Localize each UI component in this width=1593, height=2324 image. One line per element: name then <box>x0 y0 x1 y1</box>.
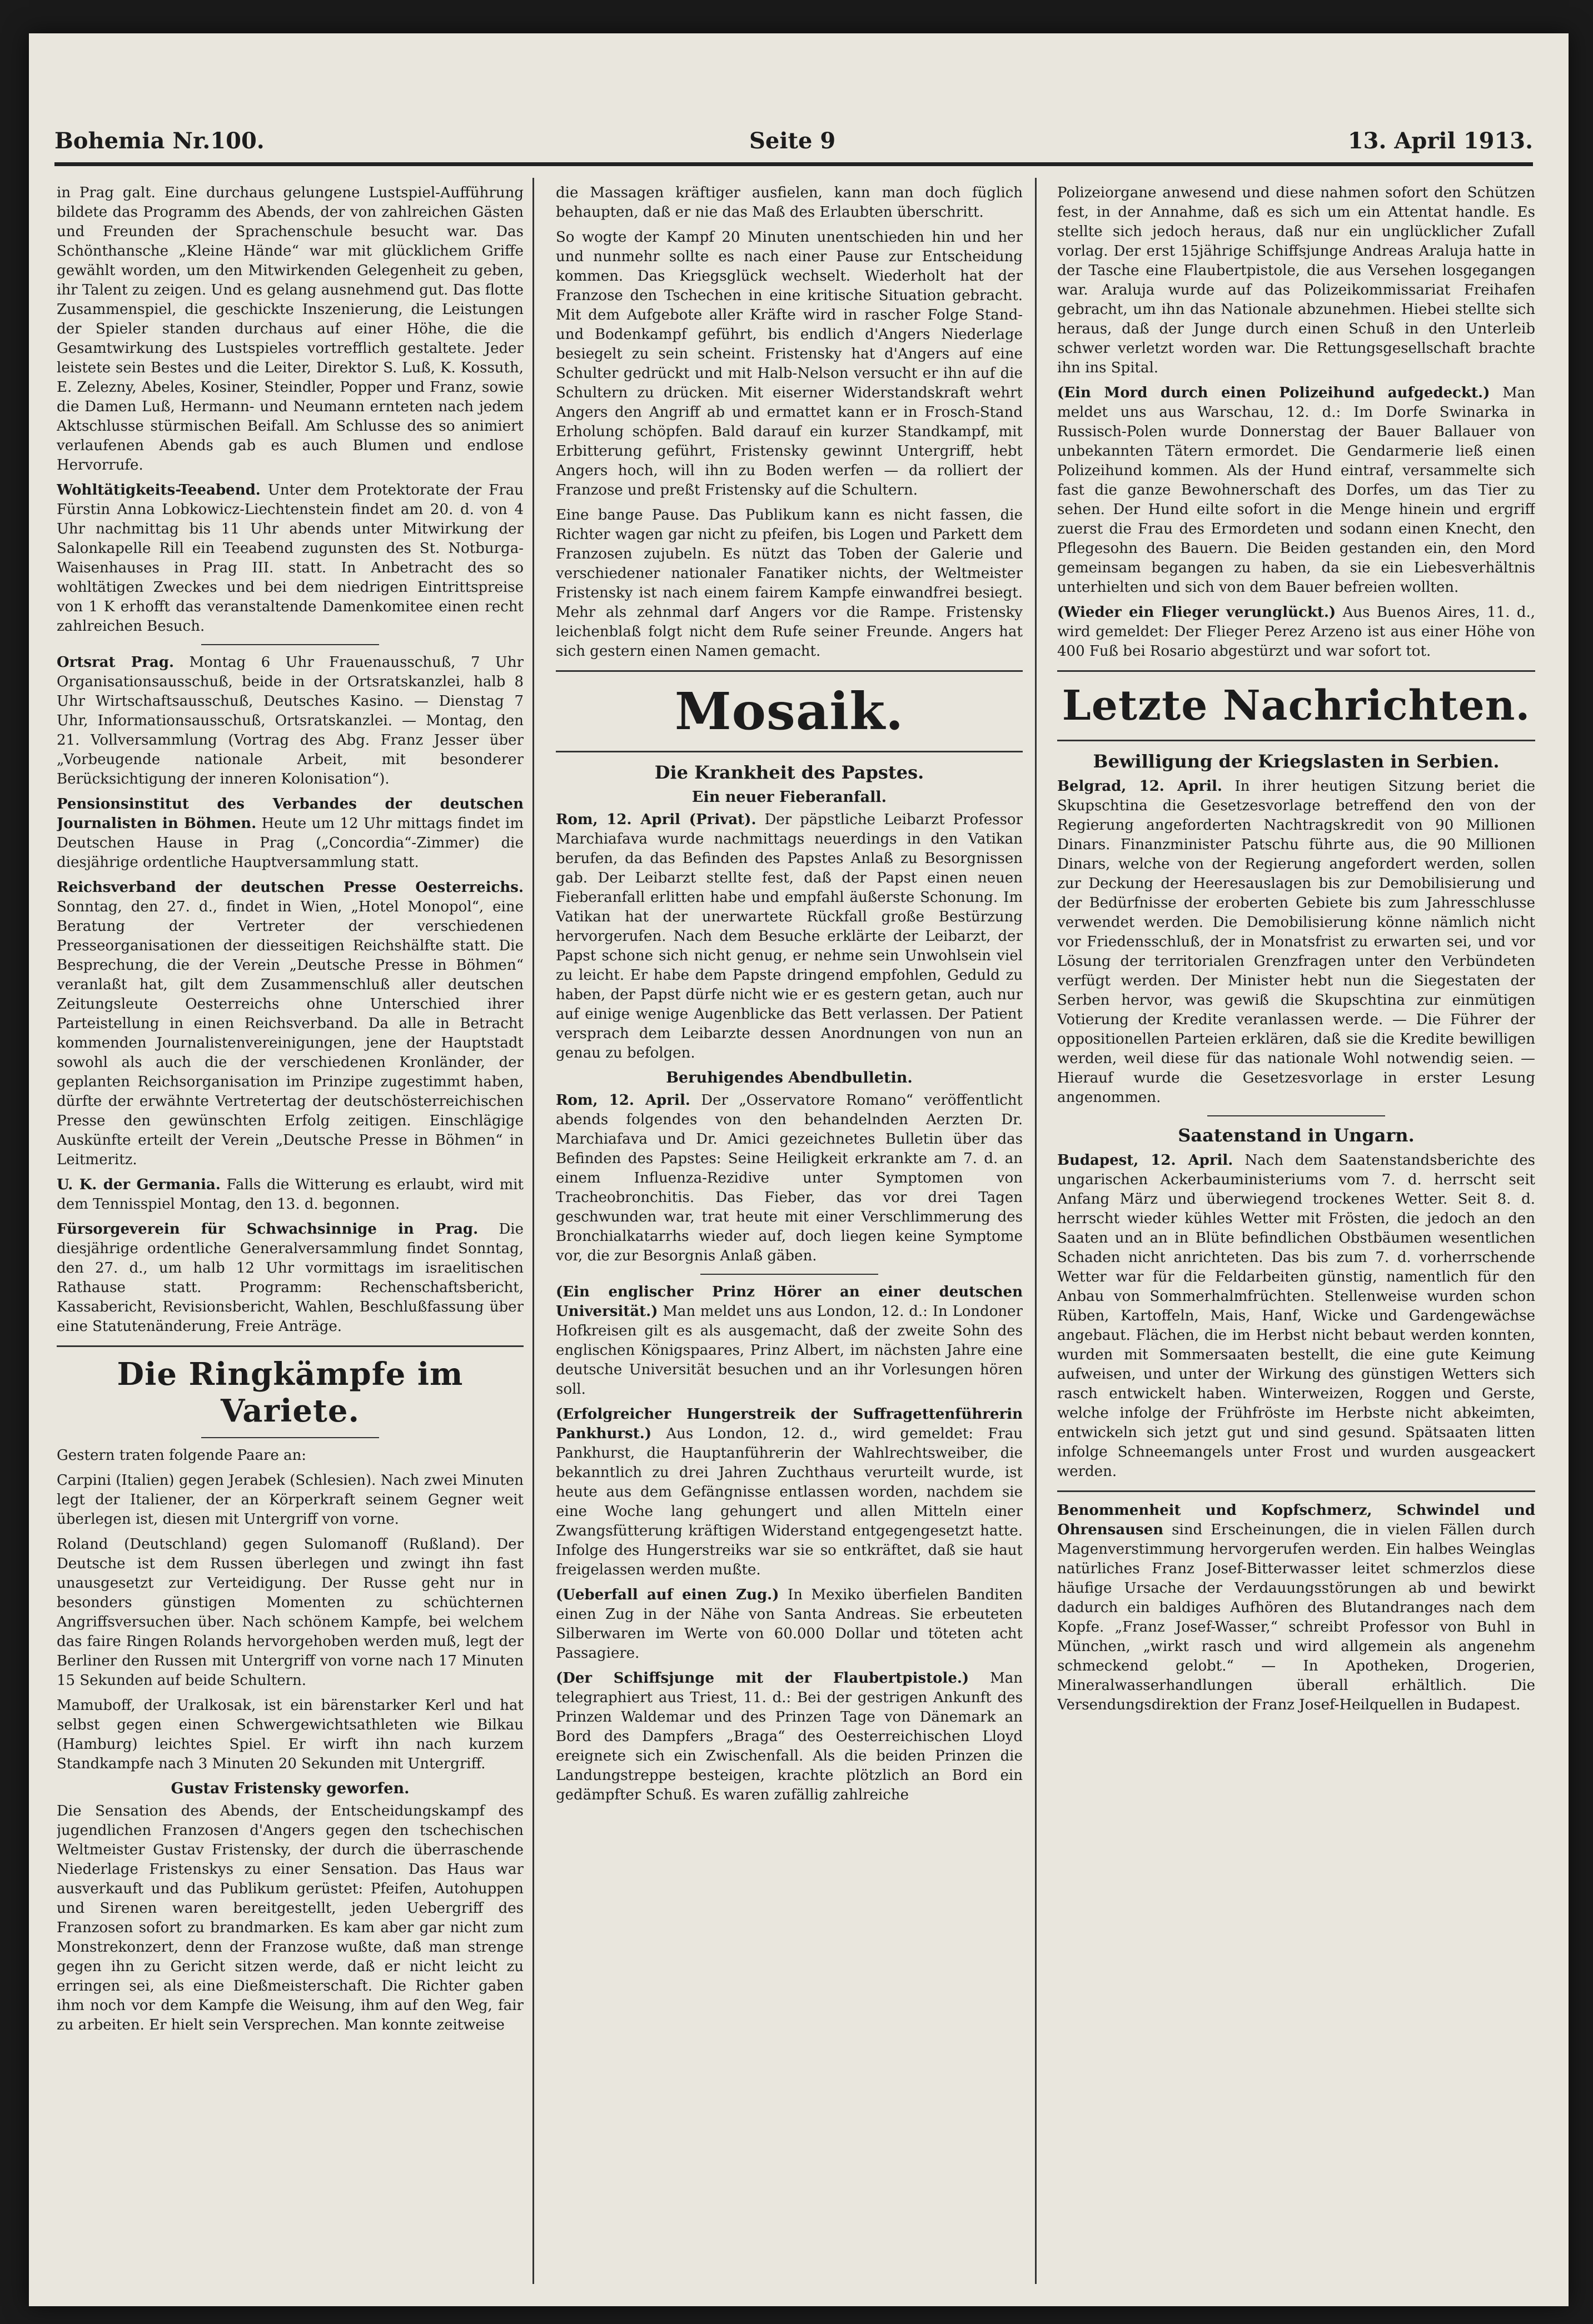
notice <box>57 795 524 872</box>
news-text: Man meldet uns aus Warschau, 12. d.: Im Dorfe Swinarka in Russisch-Polen wurde Donnerstag der Bauer Ballauer von unbekannten Tätern ermordet. Die Gendarmerie ließ einen Polizeihund kommen. Als der Hund eintraf, versammelte sich fast die ganze Bewohnerschaft des Dorfes, um das Tier zu sehen. Der Hund eilte sofort in die Menge hinein und ergriff zuerst die Frau des Ermordeten und sodann einen Knecht, den Pflegesohn des Bauern. Die Beiden gestanden ein, den Mord gemeinsam begangen zu haben, da sie ein Liebesverhältnis unterhielten und sich von dem Bauer befreien wollten. <box>1057 385 1535 596</box>
dateline: Belgrad, 12. April. <box>1057 778 1222 795</box>
subheading: Ein neuer Fieberanfall. <box>691 789 887 806</box>
notice <box>57 653 524 789</box>
news-item <box>1057 1151 1535 1482</box>
article-paragraph: Die Sensation des Abends, der Entscheidungskampf des jugendlichen Franzosen d'Angers gegen den tschechischen Weltmeister Gustav Fristensky, der durch die überraschende Niederlage Fristenskys zu einer Sensation. Das Haus war ausverkauft und das Publikum gerüstet: Pfeifen, Autohuppen und Sirenen waren bereitgestellt, jeden Uebergriff des Franzosen sofort zu brandmarken. Es kam aber gar nicht zum Monstrekonzert, denn der Franzose wußte, daß man strenge gegen ihn zu Gericht sitzen werde, daß er nicht leicht zu erringen sei, als eine Dießmeisterschaft. Die Richter gaben ihm noch vor dem Kampfe die Weisung, ihm auf den Weg, fair zu arbeiten. Er hielt sein Versprechen. Man konnte zeitweise <box>57 1803 524 2033</box>
article-paragraph: Eine bange Pause. Das Publikum kann es nicht fassen, die Richter wagen gar nicht zu pfeifen, bis Logen und Parkett dem Franzosen zujubeln. Es nützt das Toben der Galerie und verschiedener nationaler Fanatiker nichts, der Weltmeister Fristensky ist nach einem fairem Kampfe einwandfrei besiegt. Mehr als zehnmal darf Angers vor die Rampe. Fristensky leichenblaß folgt nicht dem Rufe seiner Freunde. Angers hat sich gestern einen Namen gemacht. <box>556 507 1023 660</box>
news-item <box>556 1405 1023 1580</box>
notice-lead: Pensionsinstitut des Verbandes der deutschen Journalisten in Böhmen. <box>57 796 524 832</box>
news-item <box>556 810 1023 1063</box>
item-title: (Der Schiffsjunge mit der Flaubertpistole.) <box>556 1670 969 1687</box>
notice <box>57 1175 524 1214</box>
notice-lead: Fürsorgeverein für Schwachsinnige in Prag. <box>57 1221 479 1238</box>
subheading: Gustav Fristensky geworfen. <box>171 1780 410 1797</box>
notice-text: Sonntag, den 27. d., findet in Wien, „Hotel Monopol“, eine Beratung der Vertreter der verschiedenen Presseorganisationen der diesseitigen Reichshälfte statt. Die Besprechung, die der Verein „Deutsche Presse in Böhmen“ veranlaßt hat, gilt dem Zusammenschluß aller deutschen Zeitungsleute Oesterreichs ohne Unterschied ihrer Parteistellung in einen Reichsverband. Da alle in Betracht kommenden Journalistenvereinigungen, jene der Hauptstadt sowohl als auch die der verschiedenen Kronländer, der geplanten Reichsorganisation im Prinzipe zugestimmt haben, dürfte der erwähnte Vertretertag der deutschösterreichischen Presse den gewünschten Erfolg zeitigen. Einschlägige Auskünfte erteilt der Verein „Deutsche Presse in Böhmen“ in Leitmeritz. <box>57 899 524 1168</box>
section-headline: Die Ringkämpfe im Variete. <box>117 1356 464 1429</box>
notice-lead: Wohltätigkeits-Teeabend. <box>57 482 261 498</box>
news-text: In ihrer heutigen Sitzung beriet die Skupschtina die Gesetzesvorlage betreffend den von der Regierung angeforderten Nachtragskredit von 90 Millionen Dinars. Finanzminister Patschu führte aus, die 90 Millionen Dinars, welche von der Regierung angefordert werden, sollen zur Deckung der Heeresauslagen bis zur Demobilisierung und der Bedürfnisse der eroberten Gebiete bis zum Jahresschlusse verwendet werden. Die Demobilisierung könne nämlich nicht vor Friedensschluß, der in Monatsfrist zu erwarten sei, und vor Lösung der territorialen Grenzfragen unter den Verbündeten verfügt werden. Der Minister hebt nun die Siegestaten der Serben hervor, was gewiß die Skupschtina zur einmütigen Votierung der Kredite veranlassen werde. — Die Führer der oppositionellen Parteien erklären, daß sie die Kredite bewilligen werden, weil diese für das nationale Wohl notwendig seien. — Hierauf wurde die Gesetzesvorlage in erster Lesung angenommen. <box>1057 778 1535 1106</box>
divider <box>1207 1115 1385 1116</box>
item-title: (Wieder ein Flieger verunglückt.) <box>1057 604 1336 621</box>
news-item <box>556 1669 1023 1805</box>
notice-lead: Ortsrat Prag. <box>57 654 175 671</box>
news-text: Der päpstliche Leibarzt Professor Marchiafava wurde nachmittags neuerdings in den Vatikan berufen, da das Befinden des Papstes Anlaß zu Besorgnissen gab. Der Leibarzt stellte fest, daß der Papst einen neuen Fieberanfall erlitten habe und empfahl äußerste Schonung. Im Vatikan hat der unerwartete Rückfall große Bestürzung hervorgerufen. Nach dem Besuche erklärte der Leibarzt, der Papst schone sich nicht genug, er nehme sein Unwohlsein viel zu leicht. Er habe dem Papste dringend empfohlen, Geduld zu haben, der Papst dürfe nicht wie er es gestern getan, auch nur auf einige wenige Augenblicke das Bett verlassen. Der Patient versprach dem Leibarzte dessen Anordnungen von nun an genau zu befolgen. <box>556 811 1023 1061</box>
news-item <box>1057 777 1535 1108</box>
article-paragraph: Gestern traten folgende Paare an: <box>57 1447 307 1464</box>
column-divider <box>1035 178 1037 2284</box>
advertisement <box>1057 1501 1535 1715</box>
news-text: Der „Osservatore Romano“ veröffentlicht abends folgendes von den behandelnden Aerzten Dr. Marchiafava und Dr. Amici gezeichnetes Bulletin über das Befinden des Papstes: Seine Heiligkeit erkrankte am 7. d. an einem Influenza-Rezidive unter Symptomen von Tracheobronchitis. Das Fieber, das vor drei Tagen geschwunden war, trat heute mit einer Verschlimmerung des Bronchialkatarrhs wieder auf, doch liegen keine Symptome vor, die zur Besorgnis Anlaß gäben. <box>556 1092 1023 1264</box>
news-item <box>556 1091 1023 1266</box>
article-paragraph: die Massagen kräftiger ausfielen, kann man doch füglich behaupten, daß er nie das Maß des Erlaubten überschritt. <box>556 184 1023 221</box>
issue-date: 13. April 1913. <box>1347 128 1533 154</box>
notice-text: Falls die Witterung es erlaubt, wird mit dem Tennisspiel Montag, den 13. d. begonnen. <box>57 1176 524 1213</box>
dateline: Budapest, 12. April. <box>1057 1152 1233 1169</box>
column-3 <box>1057 183 1535 2284</box>
section-headline: Mosaik. <box>674 681 904 741</box>
section-headline: Letzte Nachrichten. <box>1062 682 1531 730</box>
newspaper-page <box>29 33 1569 2306</box>
article-paragraph: Polizeiorgane anwesend und diese nahmen sofort den Schützen fest, in der Annahme, daß es sich um ein Attentat handle. Es stellte sich jedoch heraus, daß nur ein unglücklicher Zufall vorlag. Der erst 15jährige Schiffsjunge Andreas Araluja hatte in der Tasche eine Flaubertpistole, die aus Versehen losgegangen war. Araluja wurde auf das Polizeikommissariat Freihafen gebracht, um ihn das Nationale abzunehmen. Hiebei stellte sich heraus, daß der Junge durch einen Schuß in den Unterleib schwer verletzt worden war. Die Rettungsgesellschaft brachte ihn ins Spital. <box>1057 184 1535 376</box>
section-divider <box>1057 670 1535 672</box>
masthead-issue: Bohemia Nr.100. <box>54 128 265 154</box>
column-divider <box>532 178 534 2284</box>
dateline: Rom, 12. April. <box>556 1092 690 1109</box>
page-number: Seite 9 <box>749 128 836 154</box>
column-1 <box>57 183 524 2284</box>
news-text: Man telegraphiert aus Triest, 11. d.: Bei der gestrigen Ankunft des Prinzen Waldemar und des Prinzen Tage von Dänemark an Bord des Dampfers „Braga“ des Oesterreichischen Lloyd ereignete sich ein Zwischenfall. Als die beiden Prinzen die Landungstreppe besteigen, krachte plötzlich an Bord ein gedämpfter Schuß. Es waren zufällig zahlreiche <box>556 1670 1023 1803</box>
article-paragraph: Mamuboff, der Uralkosak, ist ein bärenstarker Kerl und hat selbst gegen einen Schwergewichtsathleten wie Bilkau (Hamburg) leichtes Spiel. Er wirft ihn nach kurzem Standkampfe nach 3 Minuten 20 Sekunden mit Untergriff. <box>57 1697 524 1772</box>
item-title: (Ein englischer Prinz Hörer an einer deutschen Universität.) <box>556 1284 1023 1320</box>
article-headline: Saatenstand in Ungarn. <box>1178 1125 1415 1146</box>
notice-text: Unter dem Protektorate der Frau Fürstin Anna Lobkowicz-Liechtenstein findet am 20. d. von 4 Uhr nachmittag bis 11 Uhr abends unter Mitwirkung der Salonkapelle Rill ein Teeabend zugunsten des St. Notburga-Waisenhauses in Prag III. statt. In Anbetracht des so wohltätigen Zweckes und bei dem niedrigen Eintrittspreise von 1 K erhofft das veranstaltende Damenkomitee einen recht zahlreichen Besuch. <box>57 482 524 635</box>
subheading: Beruhigendes Abendbulletin. <box>666 1069 913 1086</box>
article-headline: Bewilligung der Kriegslasten in Serbien. <box>1093 751 1500 772</box>
news-text: Aus London, 12. d., wird gemeldet: Frau Pankhurst, die Hauptanführerin der Wahlrechtsweiber, die bekanntlich zu drei Jahren Zuchthaus verurteilt wurde, ist heute aus dem Gefängnisse entlassen worden, nachdem sie eine Woche lang gehungert und allen Mitteln einer Zwangsfütterung kräftigen Widerstand entgegengesetzt hatte. Infolge des Hungerstreiks war sie so entkräftet, daß sie haut freigelassen werden mußte. <box>556 1425 1023 1578</box>
divider <box>700 1274 878 1275</box>
news-item <box>556 1283 1023 1399</box>
notice <box>57 1220 524 1336</box>
item-title: (Ueberfall auf einen Zug.) <box>556 1587 779 1603</box>
article-paragraph: in Prag galt. Eine durchaus gelungene Lustspiel-Aufführung bildete das Programm des Abends, der von zahlreichen Gästen und Freunden der Sprachenschule besucht war. Das Schönthansche „Kleine Hände“ war mit glücklichem Griffe gewählt worden, um den Mitwirkenden Gelegenheit zu geben, ihr Talent zu zeigen. Und es gelang ausnehmend gut. Das flotte Zusammenspiel, die geschickte Inszenierung, die Leistungen der Spieler standen durchaus auf einer Höhe, die die Gesamtwirkung des Lustspieles vortrefflich gestaltete. Jeder leistete sein Bestes und die Leiter, Direktor S. Luß, K. Kossuth, E. Zelezny, Abeles, Kosiner, Steindler, Popper und Franz, sowie die Damen Luß, Hermann- und Neumann ernteten nach jedem Aktschlusse stürmischen Beifall. Am Schlusse des so animiert verlaufenen Abends gab es auch Blumen und endlose Hervorrufe. <box>57 184 524 473</box>
news-item <box>1057 383 1535 597</box>
news-item <box>556 1585 1023 1663</box>
article-paragraph: Carpini (Italien) gegen Jerabek (Schlesien). Nach zwei Minuten legt der Italiener, der an Körperkraft seinem Gegner weit überlegen ist, diesen mit Untergriff von vorne. <box>57 1472 524 1528</box>
notice-lead: Reichsverband der deutschen Presse Oesterreichs. <box>57 879 524 896</box>
section-divider <box>1057 1490 1535 1492</box>
item-title: (Erfolgreicher Hungerstreik der Suffragettenführerin Pankhurst.) <box>556 1406 1023 1442</box>
divider <box>201 1437 379 1438</box>
news-text: Aus Buenos Aires, 11. d., wird gemeldet: Der Flieger Perez Arzeno ist aus einer Höhe von 400 Fuß bei Rosario abgestürzt und war sofort tot. <box>1057 604 1535 660</box>
section-divider <box>556 751 1023 752</box>
section-divider <box>556 670 1023 672</box>
page-header <box>54 128 1533 161</box>
section-divider <box>1057 740 1535 741</box>
notice <box>57 481 524 636</box>
ad-text: sind Erscheinungen, die in vielen Fällen durch Magenverstimmung hervorgerufen werden. Ein halbes Weinglas natürliches Franz Josef-Bitterwasser leitet schmerzlos diese häufige Ursache der Verdauungsstörungen ab und bewirkt dadurch ein baldiges Aufhören des Blutandranges nach dem Kopfe. „Franz Josef-Wasser,“ schreibt Professor von Buhl in München, „wirkt rasch und wird allgemein als angenehm schmeckend gelobt.“ — In Apotheken, Drogerien, Mineralwasserhandlungen überall erhältlich. Die Versendungsdirektion der Franz Josef-Heilquellen in Budapest. <box>1057 1522 1535 1713</box>
news-item <box>1057 603 1535 661</box>
ad-lead: Benommenheit und Kopfschmerz, Schwindel und Ohrensausen <box>1057 1502 1535 1538</box>
dateline: Rom, 12. April (Privat). <box>556 811 756 828</box>
article-paragraph: Roland (Deutschland) gegen Sulomanoff (Rußland). Der Deutsche ist dem Russen überlegen und zwingt ihn fast unausgesetzt zur Verteidigung. Der Russe geht nur in besonders günstigen Momenten zu schüchternen Angriffsversuchen über. Nach schönem Kampfe, bei welchem das faire Ringen Rolands hervorgehoben werden muß, legt der Berliner den Russen mit Untergriff von vorne nach 17 Minuten 15 Sekunden auf beide Schultern. <box>57 1536 524 1689</box>
section-divider <box>57 1345 524 1347</box>
notice-text: Heute um 12 Uhr mittags findet im Deutschen Hause in Prag („Concordia“-Zimmer) die diesjährige ordentliche Hauptversammlung statt. <box>57 815 524 871</box>
header-rule <box>54 162 1533 166</box>
article-paragraph: So wogte der Kampf 20 Minuten unentschieden hin und her und nunmehr sollte es nach einer Pause zur Entscheidung kommen. Das Kriegsglück wechselt. Wiederholt hat der Franzose den Tschechen in eine kritische Situation gebracht. Mit dem Aufgebote aller Kräfte wird in rascher Folge Stand- und Bodenkampf geführt, bis endlich d'Angers Niederlage besiegelt zu sein scheint. Fristensky hat d'Angers auf eine Schulter gedrückt und mit Halb-Nelson versucht er ihn auf die Schultern zu drücken. Mit eiserner Widerstandskraft wehrt Angers den Angriff ab und ermattet kann er in Frosch-Stand Erholung schöpfen. Bald darauf ein kurzer Standkampf, mit Erbitterung geführt, Fristensky gewinnt Untergriff, hebt Angers hoch, will ihn zu Boden werfen — da rolliert der Franzose und preßt Fristensky auf die Schultern. <box>556 229 1023 498</box>
news-text: In Mexiko überfielen Banditen einen Zug in der Nähe von Santa Andreas. Sie erbeuteten Silberwaren im Werte von 60.000 Dollar und töteten acht Passagiere. <box>556 1587 1023 1662</box>
divider <box>201 644 379 645</box>
notice-lead: U. K. der Germania. <box>57 1176 221 1193</box>
notice <box>57 878 524 1170</box>
news-text: Nach dem Saatenstandsberichte des ungarischen Ackerbauministeriums vom 7. d. herrscht seit Anfang März und überwiegend trockenes Wetter. Seit 8. d. herrscht wieder kühles Wetter mit Frösten, die jedoch an den Saaten und an in Blüte befindlichen Obstbäumen wesentlichen Schaden nicht anrichteten. Das bis zum 7. d. vorherrschende Wetter war für die Feldarbeiten günstig, namentlich für den Anbau von Sommerhalmfrüchten. Stellenweise wurden schon Rüben, Kartoffeln, Mais, Hanf, Wicke und Gardengewächse angebaut. Flächen, die im Herbst nicht bebaut werden konnten, wurden mit Sommersaaten bestellt, die eine gute Keimung aufweisen, und unter der Wirkung des günstigen Wetters sich rasch entwickelt haben. Winterweizen, Roggen und Gerste, welche infolge der Frühfröste im Herbste nicht abkeimten, entwickeln sich jetzt gut und sind gesund. Spätsaaten litten infolge Schneemangels unter Frost und wurden ausgeackert werden. <box>1057 1152 1535 1480</box>
article-headline: Die Krankheit des Papstes. <box>654 762 924 783</box>
notice-text: Die diesjährige ordentliche Generalversammlung findet Sonntag, den 27. d., um halb 12 Uhr vormittags im israelitischen Rathause statt. Programm: Rechenschaftsbericht, Kassabericht, Revisionsbericht, Wahlen, Beschlußfassung über eine Statutenänderung, Freie Anträge. <box>57 1221 524 1335</box>
notice-text: Montag 6 Uhr Frauenausschuß, 7 Uhr Organisationsausschuß, beide in der Ortsratskanzlei, halb 8 Uhr Wirtschaftsausschuß, Deutsches Kasino. — Dienstag 7 Uhr, Informationsausschuß, Ortsratskanzlei. — Montag, den 21. Vollversammlung (Vortrag des Abg. Franz Jesser über „Vorbeugende nationale Arbeit, mit besonderer Berücksichtigung der inneren Kolonisation“). <box>57 654 524 787</box>
column-2 <box>556 183 1023 2284</box>
item-title: (Ein Mord durch einen Polizeihund aufgedeckt.) <box>1057 385 1490 401</box>
news-text: Man meldet uns aus London, 12. d.: In Londoner Hofkreisen gilt es als ausgemacht, daß der zweite Sohn des englischen Königspaares, Prinz Albert, im nächsten Jahre eine deutsche Universität besuchen und an ihr Vorlesungen hören soll. <box>556 1303 1023 1398</box>
